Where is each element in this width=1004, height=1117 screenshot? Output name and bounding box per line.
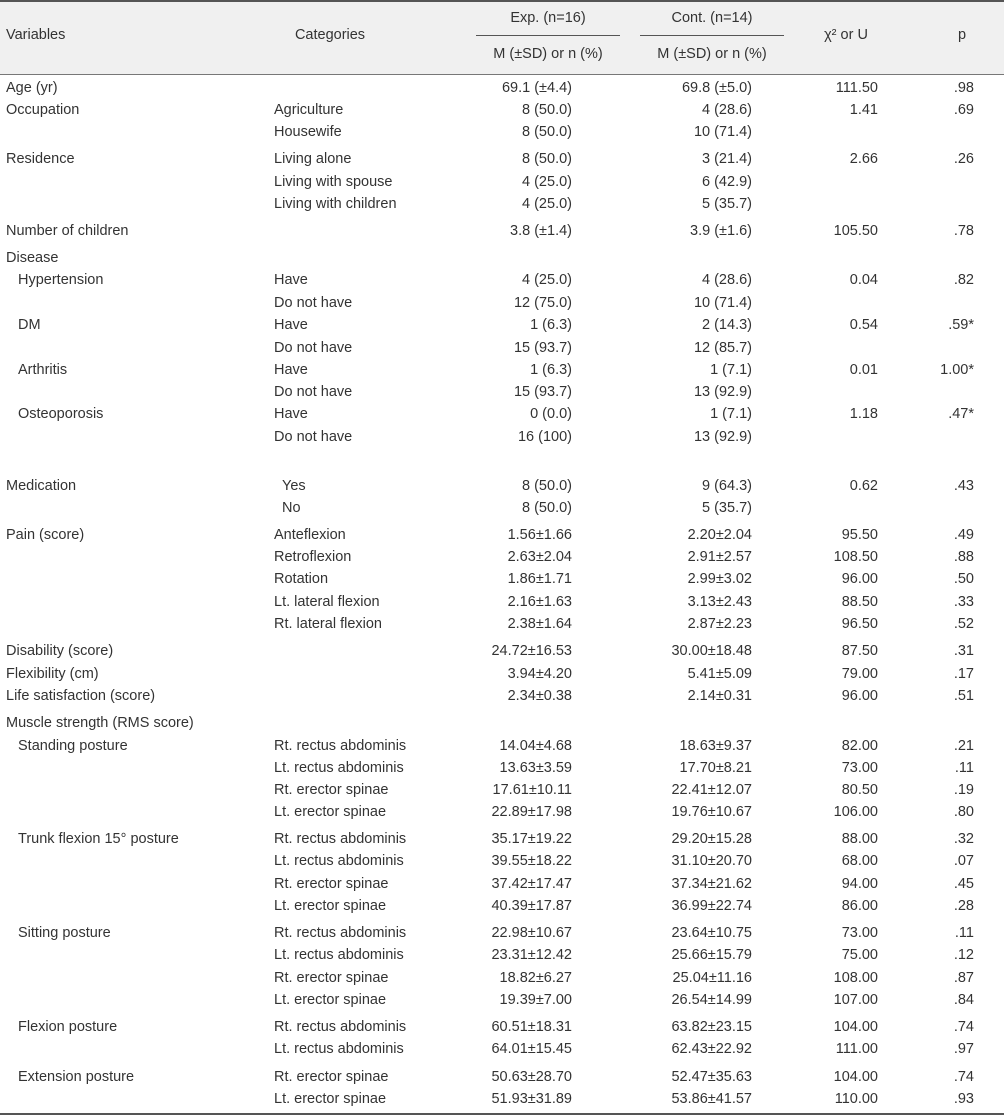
row-exp-value: 12 (75.0) — [513, 295, 572, 311]
row-exp-value: 22.89±17.98 — [491, 804, 572, 820]
row-statistic: 88.50 — [841, 594, 878, 610]
row-exp-value: 8 (50.0) — [522, 500, 572, 516]
row-p-value: .45 — [953, 876, 974, 892]
row-category: Lt. erector spinae — [274, 992, 387, 1008]
row-cont-value: 4 (28.6) — [702, 272, 752, 288]
row-p-value: .21 — [953, 738, 974, 754]
header-categories: Categories — [294, 27, 366, 43]
row-exp-value: 37.42±17.47 — [491, 876, 572, 892]
row-category: Lt. rectus abdominis — [274, 760, 404, 776]
row-category: Rt. erector spinae — [274, 970, 389, 986]
row-statistic: 107.00 — [833, 992, 878, 1008]
cont-group-underline — [640, 35, 784, 36]
row-category: Anteflexion — [274, 527, 346, 543]
row-p-value: .11 — [954, 925, 974, 941]
row-p-value: .78 — [953, 223, 974, 239]
row-cont-value: 13 (92.9) — [693, 429, 752, 445]
row-statistic: 0.04 — [849, 272, 878, 288]
row-cont-value: 52.47±35.63 — [671, 1069, 752, 1085]
row-p-value: .69 — [953, 102, 974, 118]
row-exp-value: 18.82±6.27 — [499, 970, 572, 986]
row-exp-value: 15 (93.7) — [513, 384, 572, 400]
row-statistic: 68.00 — [841, 853, 878, 869]
row-exp-value: 2.34±0.38 — [507, 688, 572, 704]
row-p-value: .50 — [953, 571, 974, 587]
row-statistic: 104.00 — [833, 1019, 878, 1035]
row-p-value: .47* — [948, 406, 974, 422]
row-cont-value: 3.13±2.43 — [687, 594, 752, 610]
row-exp-value: 4 (25.0) — [522, 174, 572, 190]
row-cont-value: 19.76±10.67 — [671, 804, 752, 820]
row-cont-value: 5.41±5.09 — [687, 666, 752, 682]
row-p-value: .88 — [953, 549, 974, 565]
row-variable: Standing posture — [18, 738, 128, 754]
row-category: Do not have — [274, 384, 353, 400]
row-statistic: 88.00 — [841, 831, 878, 847]
row-variable: Muscle strength (RMS score) — [6, 715, 194, 731]
row-cont-value: 2 (14.3) — [702, 317, 752, 333]
row-exp-value: 0 (0.0) — [530, 406, 572, 422]
row-p-value: .31 — [953, 643, 974, 659]
row-statistic: 0.01 — [849, 362, 878, 378]
row-category: Yes — [282, 478, 306, 494]
row-category: Lt. erector spinae — [274, 898, 387, 914]
row-category: Lt. erector spinae — [274, 1091, 387, 1107]
row-variable: Age (yr) — [6, 80, 58, 96]
row-cont-value: 6 (42.9) — [702, 174, 752, 190]
row-exp-value: 8 (50.0) — [522, 102, 572, 118]
row-variable: Life satisfaction (score) — [6, 688, 156, 704]
row-p-value: .26 — [953, 151, 974, 167]
row-exp-value: 1 (6.3) — [530, 317, 572, 333]
row-p-value: .74 — [953, 1069, 974, 1085]
row-cont-value: 25.04±11.16 — [672, 970, 752, 986]
row-category: No — [282, 500, 301, 516]
row-exp-value: 64.01±15.45 — [491, 1041, 572, 1057]
header-exp-group: Exp. (n=16) — [510, 10, 586, 26]
row-cont-value: 1 (7.1) — [710, 362, 752, 378]
row-statistic: 111.50 — [835, 80, 878, 96]
row-statistic: 2.66 — [849, 151, 878, 167]
row-p-value: .59* — [948, 317, 974, 333]
row-variable: Arthritis — [18, 362, 68, 378]
row-exp-value: 23.31±12.42 — [491, 947, 572, 963]
row-variable: Number of children — [6, 223, 129, 239]
top-rule — [0, 0, 1004, 2]
row-category: Do not have — [274, 295, 353, 311]
row-cont-value: 36.99±22.74 — [671, 898, 752, 914]
row-p-value: .87 — [953, 970, 974, 986]
row-category: Housewife — [274, 124, 342, 140]
row-exp-value: 69.1 (±4.4) — [501, 80, 572, 96]
row-category: Living alone — [274, 151, 352, 167]
row-category: Lt. erector spinae — [274, 804, 387, 820]
row-exp-value: 15 (93.7) — [513, 340, 572, 356]
row-statistic: 104.00 — [833, 1069, 878, 1085]
row-p-value: .97 — [953, 1041, 974, 1057]
row-category: Rt. rectus abdominis — [274, 1019, 407, 1035]
row-cont-value: 22.41±12.07 — [671, 782, 752, 798]
row-category: Lt. lateral flexion — [274, 594, 380, 610]
row-statistic: 96.50 — [841, 616, 878, 632]
row-exp-value: 8 (50.0) — [522, 478, 572, 494]
row-exp-value: 2.38±1.64 — [507, 616, 572, 632]
row-p-value: .49 — [953, 527, 974, 543]
row-cont-value: 5 (35.7) — [702, 500, 752, 516]
row-statistic: 0.54 — [849, 317, 878, 333]
row-p-value: .33 — [953, 594, 974, 610]
row-statistic: 96.00 — [841, 688, 878, 704]
row-category: Rt. rectus abdominis — [274, 831, 407, 847]
row-cont-value: 53.86±41.57 — [671, 1091, 752, 1107]
row-cont-value: 3 (21.4) — [702, 151, 752, 167]
row-statistic: 75.00 — [841, 947, 878, 963]
row-statistic: 108.50 — [833, 549, 878, 565]
row-p-value: 1.00* — [940, 362, 974, 378]
row-cont-value: 12 (85.7) — [693, 340, 752, 356]
row-variable: Extension posture — [18, 1069, 135, 1085]
header-cont-group: Cont. (n=14) — [671, 10, 753, 26]
row-exp-value: 2.16±1.63 — [507, 594, 572, 610]
row-statistic: 86.00 — [841, 898, 878, 914]
row-exp-value: 3.94±4.20 — [507, 666, 572, 682]
row-exp-value: 13.63±3.59 — [499, 760, 572, 776]
row-cont-value: 4 (28.6) — [702, 102, 752, 118]
row-exp-value: 22.98±10.67 — [491, 925, 572, 941]
header-rule — [0, 74, 1004, 75]
row-variable: Sitting posture — [18, 925, 111, 941]
row-category: Lt. rectus abdominis — [274, 1041, 404, 1057]
row-statistic: 111.00 — [835, 1041, 878, 1057]
row-p-value: .98 — [953, 80, 974, 96]
row-cont-value: 2.20±2.04 — [687, 527, 752, 543]
row-exp-value: 8 (50.0) — [522, 124, 572, 140]
row-p-value: .28 — [953, 898, 974, 914]
row-category: Rt. erector spinae — [274, 876, 389, 892]
bottom-rule — [0, 1113, 1004, 1115]
row-statistic: 1.18 — [849, 406, 878, 422]
row-exp-value: 16 (100) — [517, 429, 572, 445]
row-statistic: 73.00 — [841, 925, 878, 941]
row-exp-value: 1 (6.3) — [530, 362, 572, 378]
row-statistic: 82.00 — [841, 738, 878, 754]
row-cont-value: 63.82±23.15 — [671, 1019, 752, 1035]
row-category: Rotation — [274, 571, 329, 587]
row-p-value: .82 — [953, 272, 974, 288]
header-statistic: χ² or U — [824, 27, 868, 43]
row-category: Lt. rectus abdominis — [274, 947, 404, 963]
row-statistic: 105.50 — [833, 223, 878, 239]
row-statistic: 1.41 — [849, 102, 878, 118]
row-variable: Flexion posture — [18, 1019, 118, 1035]
row-p-value: .74 — [953, 1019, 974, 1035]
row-cont-value: 25.66±15.79 — [671, 947, 752, 963]
row-p-value: .52 — [953, 616, 974, 632]
row-exp-value: 35.17±19.22 — [491, 831, 572, 847]
row-category: Rt. lateral flexion — [274, 616, 382, 632]
exp-group-underline — [476, 35, 620, 36]
row-category: Retroflexion — [274, 549, 352, 565]
row-cont-value: 2.14±0.31 — [687, 688, 752, 704]
row-exp-value: 4 (25.0) — [522, 196, 572, 212]
row-statistic: 73.00 — [841, 760, 878, 776]
row-cont-value: 10 (71.4) — [693, 295, 752, 311]
header-variables: Variables — [6, 27, 66, 43]
header-p: p — [957, 27, 967, 43]
row-exp-value: 17.61±10.11 — [492, 782, 572, 798]
row-exp-value: 19.39±7.00 — [499, 992, 572, 1008]
row-category: Rt. erector spinae — [274, 782, 389, 798]
row-p-value: .32 — [953, 831, 974, 847]
row-statistic: 79.00 — [841, 666, 878, 682]
row-cont-value: 31.10±20.70 — [671, 853, 752, 869]
row-statistic: 87.50 — [841, 643, 878, 659]
row-p-value: .17 — [953, 666, 974, 682]
row-variable: Occupation — [6, 102, 80, 118]
row-exp-value: 60.51±18.31 — [491, 1019, 572, 1035]
row-p-value: .19 — [953, 782, 974, 798]
row-category: Have — [274, 362, 308, 378]
row-p-value: .51 — [953, 688, 974, 704]
row-p-value: .80 — [953, 804, 974, 820]
header-cont-sub: M (±SD) or n (%) — [657, 46, 767, 62]
row-cont-value: 69.8 (±5.0) — [681, 80, 752, 96]
row-exp-value: 2.63±2.04 — [507, 549, 572, 565]
row-category: Lt. rectus abdominis — [274, 853, 404, 869]
row-category: Have — [274, 317, 308, 333]
row-cont-value: 18.63±9.37 — [679, 738, 752, 754]
row-exp-value: 50.63±28.70 — [491, 1069, 572, 1085]
row-variable: Medication — [6, 478, 77, 494]
row-cont-value: 30.00±18.48 — [671, 643, 752, 659]
row-statistic: 106.00 — [833, 804, 878, 820]
row-exp-value: 51.93±31.89 — [491, 1091, 572, 1107]
row-category: Rt. erector spinae — [274, 1069, 389, 1085]
header-exp-sub: M (±SD) or n (%) — [493, 46, 603, 62]
row-variable: Disability (score) — [6, 643, 114, 659]
row-cont-value: 5 (35.7) — [702, 196, 752, 212]
row-cont-value: 10 (71.4) — [693, 124, 752, 140]
row-exp-value: 1.56±1.66 — [507, 527, 572, 543]
row-cont-value: 2.99±3.02 — [687, 571, 752, 587]
row-cont-value: 26.54±14.99 — [671, 992, 752, 1008]
row-variable: Osteoporosis — [18, 406, 104, 422]
row-cont-value: 29.20±15.28 — [671, 831, 752, 847]
row-variable: Hypertension — [18, 272, 104, 288]
row-category: Rt. rectus abdominis — [274, 738, 407, 754]
row-cont-value: 2.91±2.57 — [687, 549, 752, 565]
row-category: Do not have — [274, 340, 353, 356]
row-cont-value: 9 (64.3) — [702, 478, 752, 494]
row-category: Have — [274, 406, 308, 422]
row-variable: DM — [18, 317, 41, 333]
row-cont-value: 23.64±10.75 — [671, 925, 752, 941]
row-cont-value: 1 (7.1) — [710, 406, 752, 422]
row-statistic: 95.50 — [841, 527, 878, 543]
row-category: Living with children — [274, 196, 397, 212]
row-exp-value: 24.72±16.53 — [491, 643, 572, 659]
row-statistic: 110.00 — [834, 1091, 878, 1107]
row-exp-value: 14.04±4.68 — [499, 738, 572, 754]
row-cont-value: 13 (92.9) — [693, 384, 752, 400]
row-p-value: .11 — [954, 760, 974, 776]
row-cont-value: 2.87±2.23 — [687, 616, 752, 632]
row-category: Rt. rectus abdominis — [274, 925, 407, 941]
row-cont-value: 3.9 (±1.6) — [690, 223, 752, 239]
row-exp-value: 8 (50.0) — [522, 151, 572, 167]
row-cont-value: 17.70±8.21 — [679, 760, 752, 776]
row-statistic: 0.62 — [849, 478, 878, 494]
row-variable: Pain (score) — [6, 527, 85, 543]
row-cont-value: 62.43±22.92 — [671, 1041, 752, 1057]
row-variable: Residence — [6, 151, 75, 167]
row-statistic: 94.00 — [841, 876, 878, 892]
row-statistic: 96.00 — [841, 571, 878, 587]
row-variable: Flexibility (cm) — [6, 666, 99, 682]
row-variable: Trunk flexion 15° posture — [18, 831, 179, 847]
row-category: Living with spouse — [274, 174, 393, 190]
row-p-value: .93 — [953, 1091, 974, 1107]
row-exp-value: 1.86±1.71 — [507, 571, 572, 587]
row-p-value: .84 — [953, 992, 974, 1008]
row-exp-value: 40.39±17.87 — [491, 898, 572, 914]
row-exp-value: 39.55±18.22 — [491, 853, 572, 869]
row-p-value: .07 — [953, 853, 974, 869]
row-cont-value: 37.34±21.62 — [671, 876, 752, 892]
row-category: Agriculture — [274, 102, 344, 118]
row-p-value: .43 — [953, 478, 974, 494]
row-category: Do not have — [274, 429, 353, 445]
row-statistic: 108.00 — [833, 970, 878, 986]
row-exp-value: 3.8 (±1.4) — [510, 223, 572, 239]
row-variable: Disease — [6, 250, 59, 266]
row-p-value: .12 — [953, 947, 974, 963]
row-statistic: 80.50 — [841, 782, 878, 798]
row-exp-value: 4 (25.0) — [522, 272, 572, 288]
row-category: Have — [274, 272, 308, 288]
